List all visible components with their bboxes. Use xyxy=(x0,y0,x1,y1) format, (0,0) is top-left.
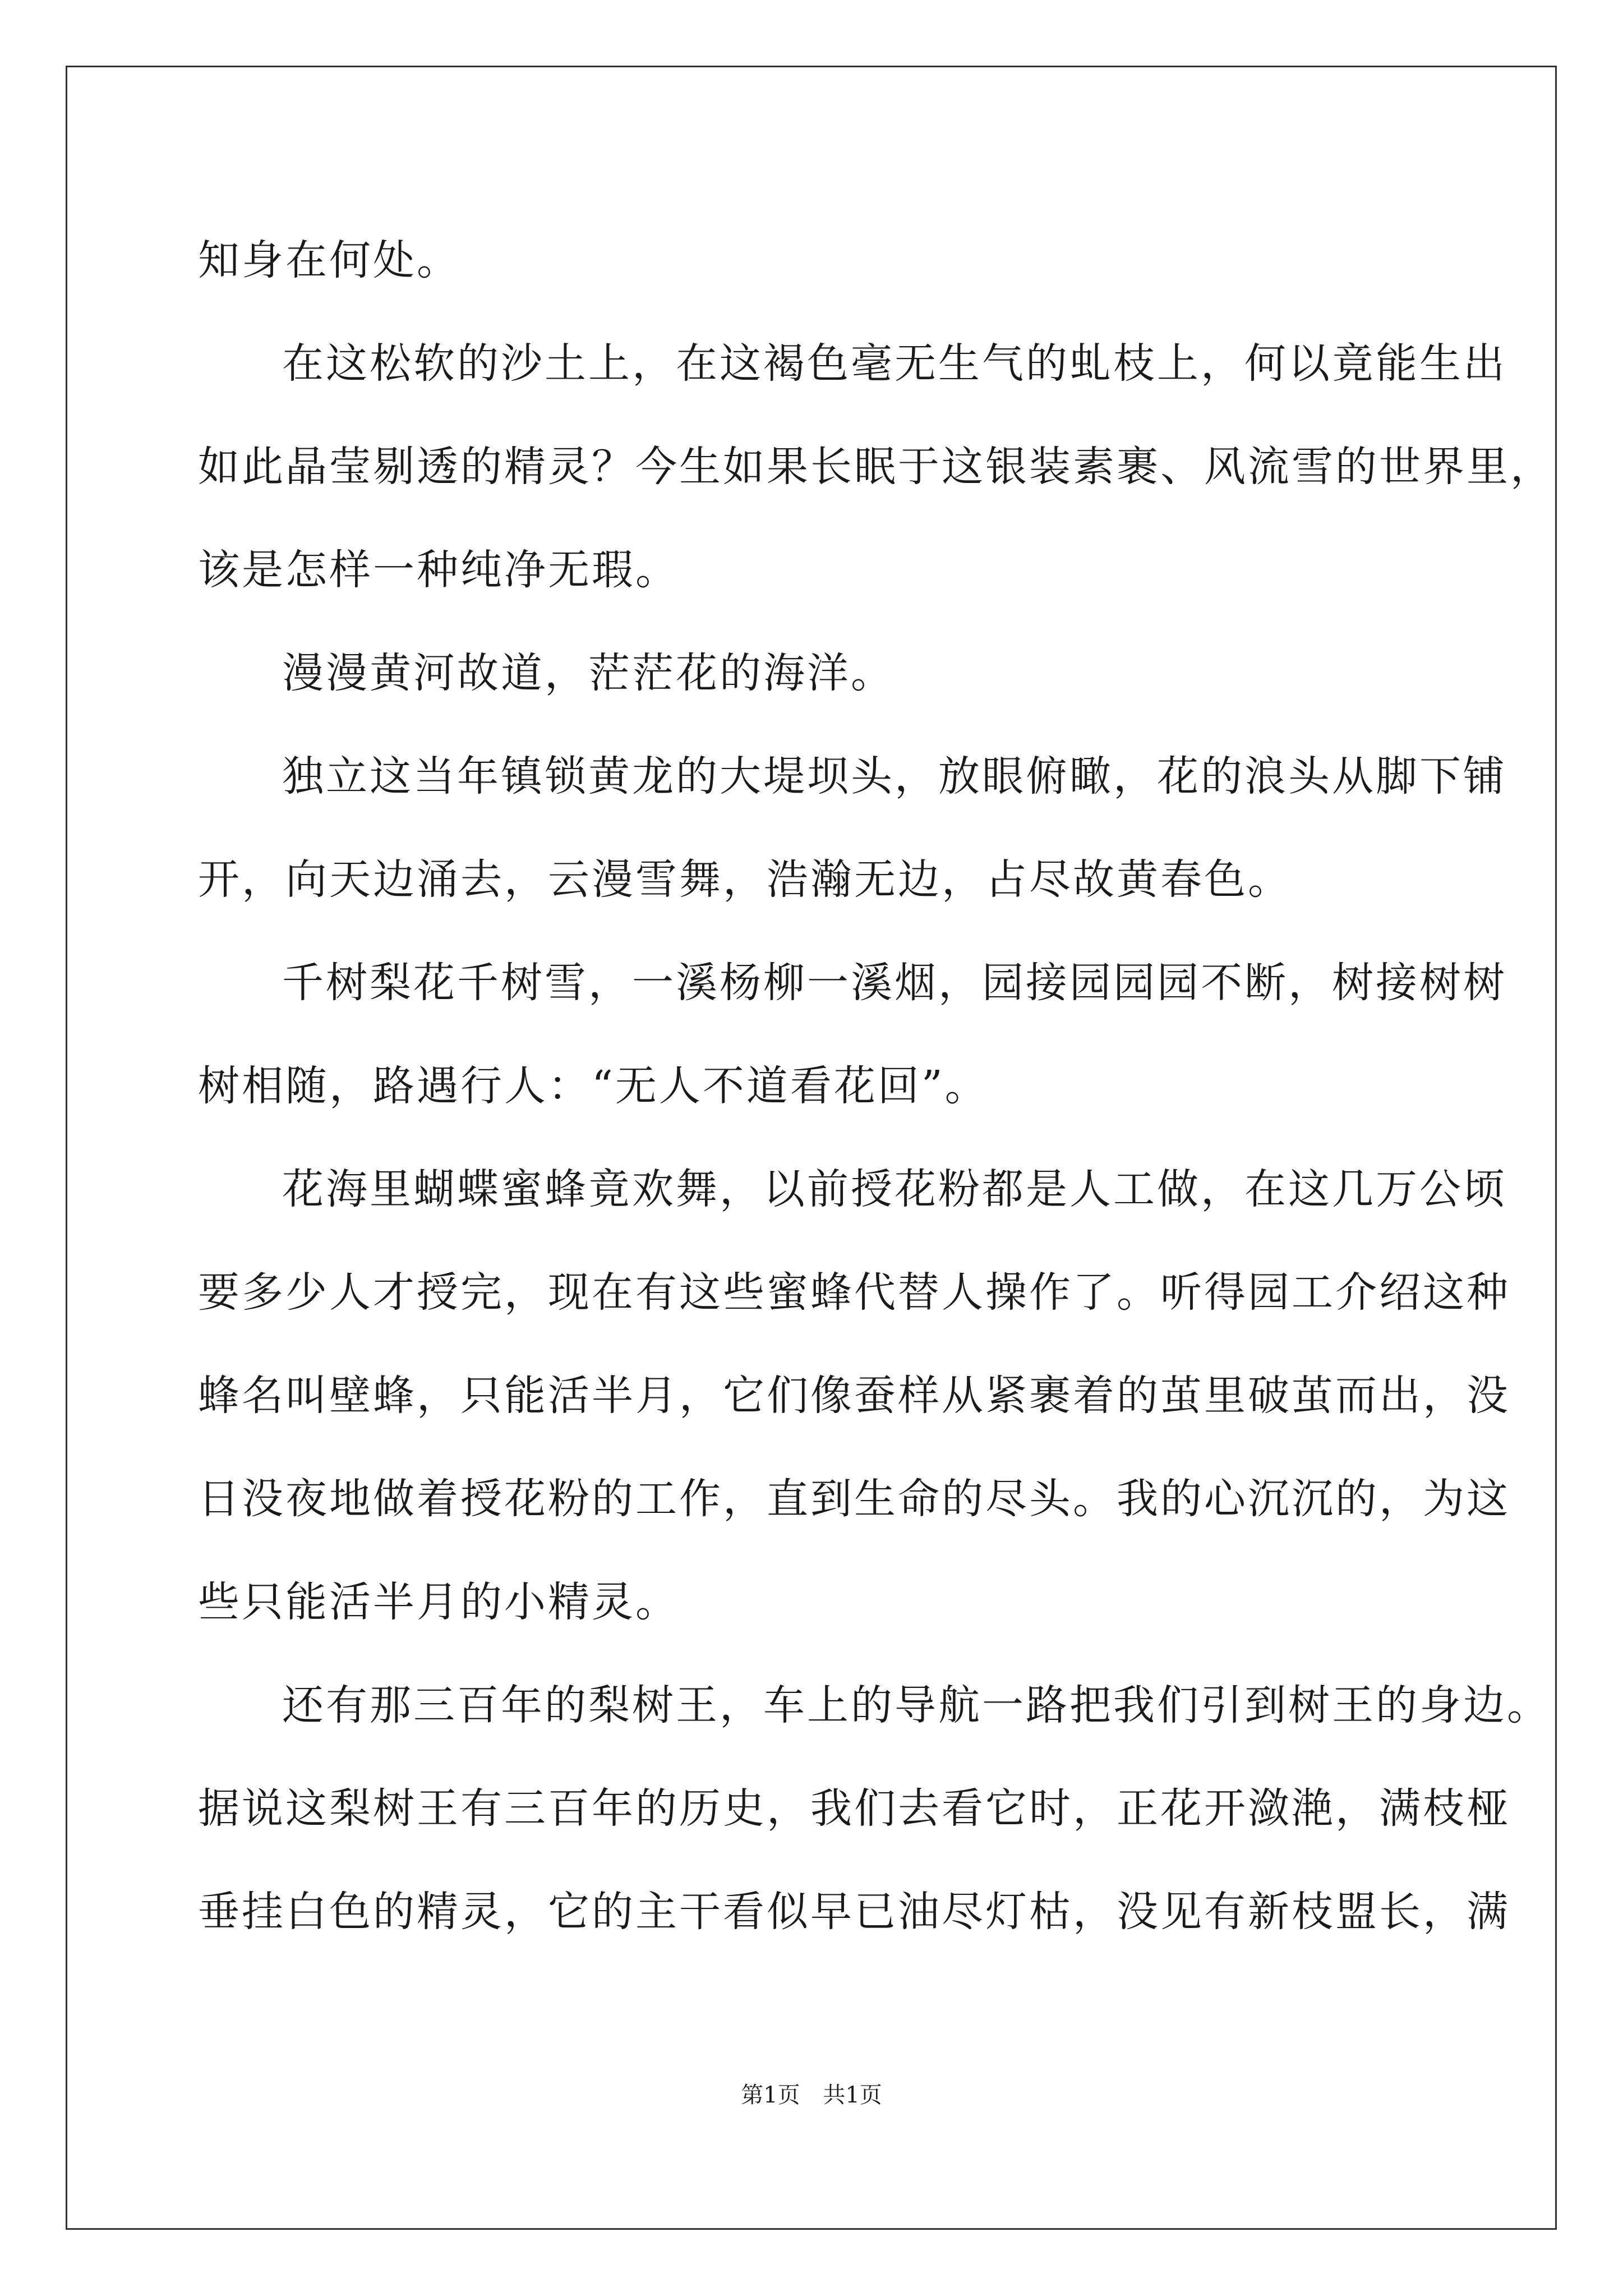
text-line: 知身在何处。 xyxy=(198,236,460,284)
text-line: 垂挂白色的精灵，它的主干看似早已油尽灯枯，没见有新枝盟长，满 xyxy=(198,1888,1510,1936)
paragraph-start-line: 漫漫黄河故道，茫茫花的海洋。 xyxy=(282,649,895,697)
text-line: 该是怎样一种纯净无瑕。 xyxy=(198,546,679,594)
text-line: 蜂名叫壁蜂，只能活半月，它们像蚕样从紧裹着的茧里破茧而出，没 xyxy=(198,1372,1510,1420)
text-line: 据说这梨树王有三百年的历史，我们去看它时，正花开潋滟，满枝桠 xyxy=(198,1784,1510,1833)
text-line: 日没夜地做着授花粉的工作，直到生命的尽头。我的心沉沉的，为这 xyxy=(198,1475,1510,1523)
paragraph-start-line: 还有那三百年的梨树王，车上的导航一路把我们引到树王的身边。 xyxy=(282,1681,1551,1729)
paragraph-start-line: 独立这当年镇锁黄龙的大堤坝头，放眼俯瞰，花的浪头从脚下铺 xyxy=(282,752,1507,800)
paragraph-start-line: 千树梨花千树雪，一溪杨柳一溪烟，园接园园园不断，树接树树 xyxy=(282,959,1507,1007)
page-total: 共1页 xyxy=(823,2082,882,2108)
text-line: 要多少人才授完，现在有这些蜜蜂代替人操作了。听得园工介绍这种 xyxy=(198,1268,1510,1317)
document-body xyxy=(198,209,1554,1963)
page-number: 第1页 xyxy=(741,2082,800,2108)
text-line: 树相随，路遇行人：“无人不道看花回”。 xyxy=(198,1062,989,1110)
paragraph-start-line: 在这松软的沙土上，在这褐色毫无生气的虬枝上，何以竟能生出 xyxy=(282,339,1507,388)
text-line: 些只能活半月的小精灵。 xyxy=(198,1578,679,1626)
paragraph-start-line: 花海里蝴蝶蜜蜂竟欢舞，以前授花粉都是人工做，在这几万公顷 xyxy=(282,1165,1507,1213)
text-line: 开，向天边涌去，云漫雪舞，浩瀚无边，占尽故黄春色。 xyxy=(198,855,1292,904)
text-line: 如此晶莹剔透的精灵？今生如果长眠于这银装素裹、风流雪的世界里， xyxy=(198,443,1554,491)
page-footer xyxy=(0,2078,1623,2112)
